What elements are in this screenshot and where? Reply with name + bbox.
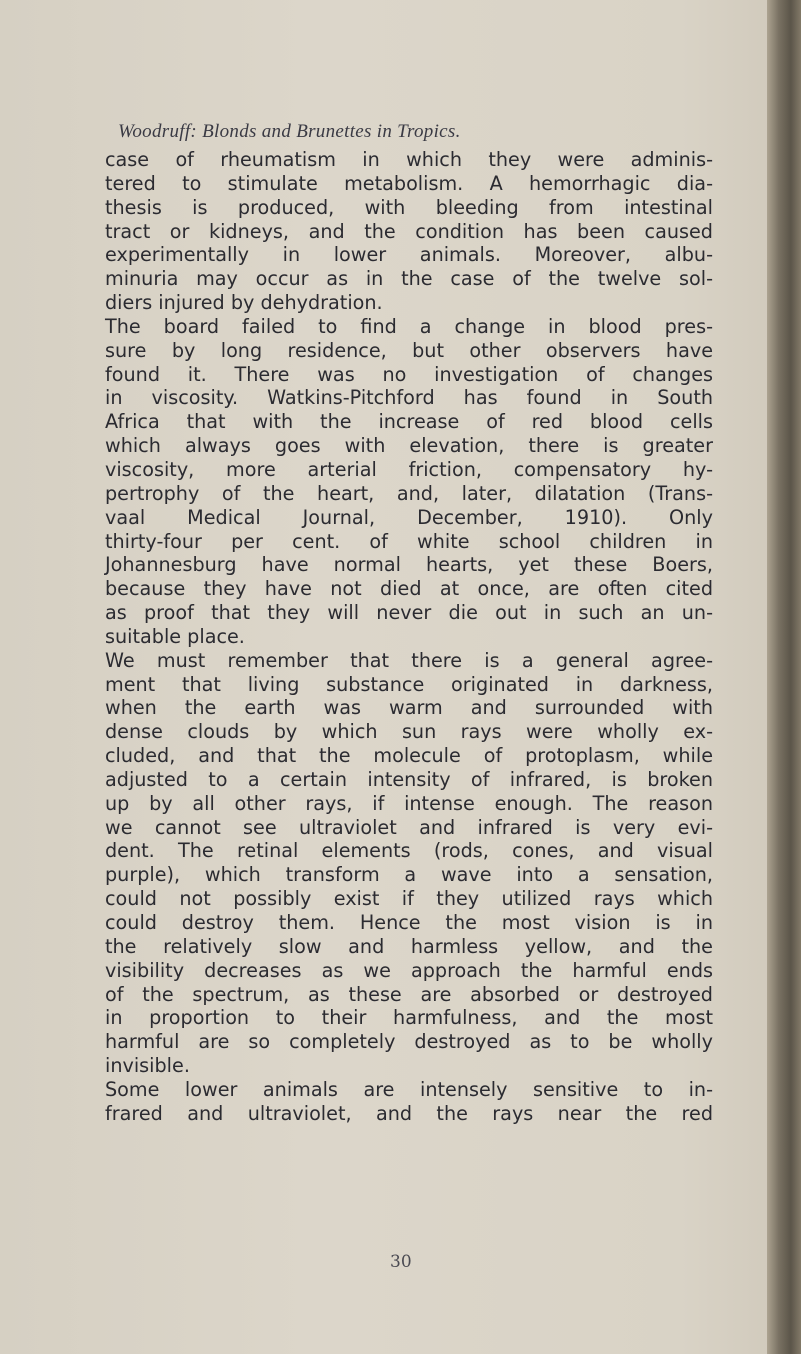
text-line: dense clouds by which sun rays were wholly ex-: [105, 720, 713, 744]
text-line: visibility decreases as we approach the harmful ends: [105, 958, 713, 982]
page-binding-edge: [767, 0, 801, 1354]
text-line: ment that living substance originated in darkness,: [105, 672, 713, 696]
text-line: suitable place.: [105, 624, 245, 648]
text-line: which always goes with elevation, there is greater: [105, 434, 713, 458]
text-line: The board failed to find a change in blood pres-: [105, 314, 713, 338]
text-line: when the earth was warm and surrounded with: [105, 696, 713, 720]
text-line: diers injured by dehydration.: [105, 291, 383, 315]
text-line: pertrophy of the heart, and, later, dilatation (Trans-: [105, 481, 713, 505]
text-line: adjusted to a certain intensity of infrared, is broken: [105, 767, 713, 791]
text-line: case of rheumatism in which they were adminis-: [105, 148, 713, 171]
text-line: harmful are so completely destroyed as to be wholly: [105, 1030, 713, 1054]
text-line: dent. The retinal elements (rods, cones, and visual: [105, 839, 713, 863]
text-line: of the spectrum, as these are absorbed or destroyed: [105, 982, 713, 1006]
text-line: in proportion to their harmfulness, and the most: [105, 1006, 713, 1030]
text-line: as proof that they will never die out in such an un-: [105, 601, 713, 625]
text-line: We must remember that there is a general agree-: [105, 648, 713, 672]
text-line: thesis is produced, with bleeding from intestinal: [105, 195, 713, 219]
text-line: could not possibly exist if they utilized rays which: [105, 887, 713, 911]
page-number: 30: [390, 1252, 412, 1272]
text-line: the relatively slow and harmless yellow, and the: [105, 934, 713, 958]
text-line: because they have not died at once, are often cited: [105, 577, 713, 601]
running-head: Woodruff: Blonds and Brunettes in Tropics.: [118, 121, 461, 142]
text-line: experimentally in lower animals. Moreover, albu-: [105, 243, 713, 267]
text-line: invisible.: [105, 1054, 190, 1078]
text-line: minuria may occur as in the case of the twelve sol-: [105, 267, 713, 291]
text-line: found it. There was no investigation of changes: [105, 362, 713, 386]
text-line: in viscosity. Watkins-Pitchford has found in South: [105, 386, 713, 410]
text-line: Africa that with the increase of red blood cells: [105, 410, 713, 434]
text-line: sure by long residence, but other observers have: [105, 338, 713, 362]
text-line: Some lower animals are intensely sensitive to in-: [105, 1077, 713, 1101]
text-line: frared and ultraviolet, and the rays near the red: [105, 1101, 713, 1125]
text-line: we cannot see ultraviolet and infrared is very evi-: [105, 815, 713, 839]
text-line: tered to stimulate metabolism. A hemorrhagic dia-: [105, 171, 713, 195]
text-line: viscosity, more arterial friction, compensatory hy-: [105, 457, 713, 481]
text-line: up by all other rays, if intense enough. The reason: [105, 791, 713, 815]
text-line: Johannesburg have normal hearts, yet these Boers,: [105, 553, 713, 577]
text-line: vaal Medical Journal, December, 1910). Only: [105, 505, 713, 529]
text-line: cluded, and that the molecule of protoplasm, while: [105, 744, 713, 768]
body-text: [105, 148, 713, 1126]
text-line: could destroy them. Hence the most vision is in: [105, 911, 713, 934]
text-line: tract or kidneys, and the condition has been caused: [105, 219, 713, 243]
text-line: thirty-four per cent. of white school children in: [105, 529, 713, 553]
text-line: purple), which transform a wave into a sensation,: [105, 863, 713, 887]
